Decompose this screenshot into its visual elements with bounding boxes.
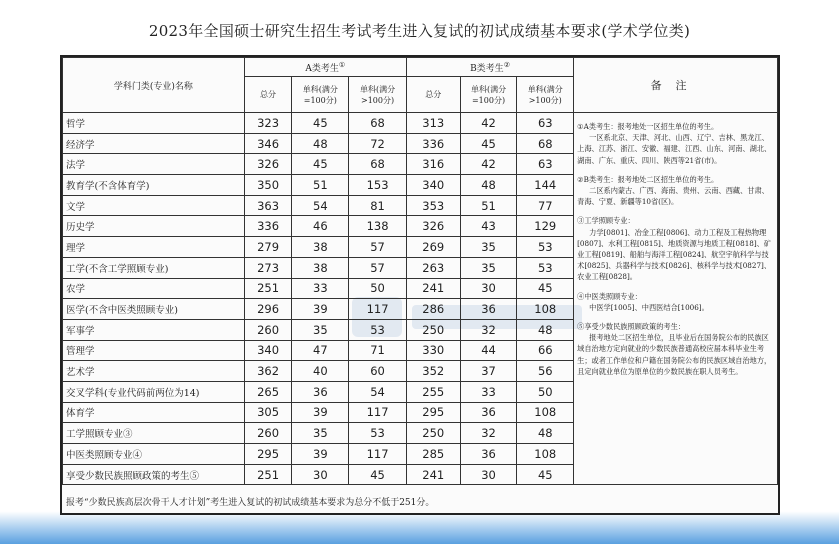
note-block	[577, 321, 774, 377]
subject-name: 文学	[63, 195, 245, 216]
score-a-total: 296	[244, 299, 292, 320]
score-b-single100: 32	[460, 319, 517, 340]
score-a-single100: 35	[292, 319, 349, 340]
score-a-single-gt100: 68	[349, 154, 407, 175]
subject-name: 工学(不含工学照顾专业)	[63, 257, 245, 278]
score-a-single100: 45	[292, 154, 349, 175]
score-a-single100: 47	[292, 340, 349, 361]
score-a-single100: 54	[292, 195, 349, 216]
score-a-total: 362	[244, 361, 292, 382]
subject-name: 交叉学科(专业代码前两位为14)	[63, 381, 245, 402]
score-b-single-gt100: 129	[517, 216, 574, 237]
score-b-total: 336	[406, 133, 460, 154]
score-a-single-gt100: 60	[349, 361, 407, 382]
subject-name: 工学照顾专业③	[63, 423, 245, 444]
score-b-single-gt100: 45	[517, 278, 574, 299]
group-b-footnote-mark: ②	[503, 60, 510, 69]
score-a-total: 336	[244, 216, 292, 237]
score-b-total: 353	[406, 195, 460, 216]
score-a-total: 260	[244, 319, 292, 340]
score-b-total: 313	[406, 113, 460, 134]
subject-name: 艺术学	[63, 361, 245, 382]
table-row	[63, 113, 778, 134]
subject-name: 哲学	[63, 113, 245, 134]
score-b-single100: 48	[460, 175, 517, 196]
score-b-single-gt100: 77	[517, 195, 574, 216]
score-a-single-gt100: 138	[349, 216, 407, 237]
score-a-total: 350	[244, 175, 292, 196]
note-heading: ⑤享受少数民族照顾政策的考生：	[577, 322, 685, 332]
score-b-single100: 37	[460, 361, 517, 382]
subject-name: 历史学	[63, 216, 245, 237]
score-a-single-gt100: 45	[349, 464, 407, 485]
column-header-notes: 备注	[574, 58, 778, 113]
page-title: 2023年全国硕士研究生招生考试考生进入复试的初试成绩基本要求(学术学位类)	[148, 22, 691, 40]
column-header-a-total: 总分	[244, 77, 292, 113]
score-a-total: 279	[244, 237, 292, 258]
score-a-total: 260	[244, 423, 292, 444]
score-a-single-gt100: 81	[349, 195, 407, 216]
score-a-single-gt100: 53	[349, 423, 407, 444]
score-b-single100: 36	[460, 444, 517, 465]
score-b-single-gt100: 66	[517, 340, 574, 361]
group-a-footnote-mark: ①	[338, 60, 346, 69]
score-table-container	[60, 55, 780, 515]
score-b-single100: 33	[460, 381, 517, 402]
score-b-single-gt100: 144	[517, 175, 574, 196]
score-b-single100: 32	[460, 423, 517, 444]
score-b-total: 241	[406, 278, 460, 299]
column-header-b-single-gt100: 单科(满分>100分)	[517, 77, 574, 113]
subject-name: 理学	[63, 237, 245, 258]
score-b-single100: 51	[460, 195, 517, 216]
note-block	[577, 174, 774, 208]
score-a-single100: 39	[292, 402, 349, 423]
score-b-single-gt100: 53	[517, 257, 574, 278]
score-b-single-gt100: 63	[517, 113, 574, 134]
subject-name: 教育学(不含体育学)	[63, 175, 245, 196]
note-block	[577, 291, 774, 313]
subject-name: 享受少数民族照顾政策的考生⑤	[63, 464, 245, 485]
score-a-single-gt100: 117	[349, 402, 407, 423]
note-body: 中医学[1005]、中西医结合[1006]。	[589, 302, 709, 312]
column-header-group-b	[406, 58, 573, 77]
score-b-total: 263	[406, 257, 460, 278]
score-b-single100: 36	[460, 299, 517, 320]
subject-name: 体育学	[63, 402, 245, 423]
score-b-single100: 35	[460, 237, 517, 258]
score-b-total: 241	[406, 464, 460, 485]
score-a-single-gt100: 57	[349, 257, 407, 278]
subject-name: 军事学	[63, 319, 245, 340]
column-header-b-total: 总分	[406, 77, 460, 113]
score-b-single100: 30	[460, 278, 517, 299]
subject-name: 法学	[63, 154, 245, 175]
note-block	[577, 215, 774, 282]
footer-note: 报考“少数民族高层次骨干人才计划”考生进入复试的初试成绩基本要求为总分不低于251分。	[66, 498, 435, 508]
score-a-single100: 48	[292, 133, 349, 154]
score-b-single-gt100: 68	[517, 133, 574, 154]
score-b-single-gt100: 48	[517, 319, 574, 340]
score-a-single-gt100: 117	[349, 444, 407, 465]
score-b-single-gt100: 53	[517, 237, 574, 258]
score-b-total: 295	[406, 402, 460, 423]
score-b-total: 286	[406, 299, 460, 320]
note-body: 一区系北京、天津、河北、山西、辽宁、吉林、黑龙江、上海、江苏、浙江、安徽、福建、江西、山东、河南、湖北、湖南、广东、重庆、四川、陕西等21省(市)。	[577, 133, 772, 165]
score-a-single100: 39	[292, 299, 349, 320]
subject-name: 管理学	[63, 340, 245, 361]
subject-name: 中医类照顾专业④	[63, 444, 245, 465]
score-b-total: 330	[406, 340, 460, 361]
score-b-single-gt100: 56	[517, 361, 574, 382]
score-b-total: 352	[406, 361, 460, 382]
column-header-group-a	[244, 58, 406, 77]
score-a-single100: 51	[292, 175, 349, 196]
notes-cell	[574, 113, 778, 485]
score-a-single100: 30	[292, 464, 349, 485]
group-a-label: A类考生	[305, 63, 339, 74]
score-b-single100: 44	[460, 340, 517, 361]
score-a-single-gt100: 57	[349, 237, 407, 258]
score-a-total: 323	[244, 113, 292, 134]
score-b-total: 269	[406, 237, 460, 258]
note-body: 力学[0801]、冶金工程[0806]、动力工程及工程热物理[0807]、水利工程[0815]、地质资源与地质工程[0818]、矿业工程[0819]、船舶与海洋工程[0824]、航空宇航科学与技术[0825]、兵器科学与技术[0826]、核科学与技术[0827]、农业工程[0828]。	[577, 227, 772, 282]
score-b-single-gt100: 50	[517, 381, 574, 402]
score-a-single-gt100: 72	[349, 133, 407, 154]
score-a-single-gt100: 71	[349, 340, 407, 361]
note-heading: ①A类考生：报考地处一区招生单位的考生。	[577, 122, 719, 131]
subject-name: 医学(不含中医类照顾专业)	[63, 299, 245, 320]
score-a-single-gt100: 117	[349, 299, 407, 320]
column-header-a-single-gt100: 单科(满分>100分)	[349, 77, 407, 113]
subject-name: 经济学	[63, 133, 245, 154]
score-a-total: 346	[244, 133, 292, 154]
score-b-single-gt100: 48	[517, 423, 574, 444]
score-b-total: 250	[406, 319, 460, 340]
score-a-single100: 40	[292, 361, 349, 382]
score-a-total: 295	[244, 444, 292, 465]
score-b-total: 255	[406, 381, 460, 402]
score-a-single100: 38	[292, 237, 349, 258]
score-b-single100: 43	[460, 216, 517, 237]
score-b-total: 285	[406, 444, 460, 465]
score-a-single-gt100: 68	[349, 113, 407, 134]
score-b-single-gt100: 108	[517, 299, 574, 320]
score-b-single-gt100: 108	[517, 444, 574, 465]
score-a-total: 251	[244, 464, 292, 485]
note-body: 二区系内蒙古、广西、海南、贵州、云南、西藏、甘肃、青海、宁夏、新疆等10省(区)。	[577, 186, 769, 207]
score-table	[62, 57, 778, 485]
score-a-total: 340	[244, 340, 292, 361]
score-b-single100: 42	[460, 154, 517, 175]
score-a-single100: 46	[292, 216, 349, 237]
score-b-total: 326	[406, 216, 460, 237]
score-a-total: 273	[244, 257, 292, 278]
note-heading: ③工学照顾专业：	[577, 216, 635, 226]
score-a-single100: 45	[292, 113, 349, 134]
note-heading: ④中医类照顾专业：	[577, 291, 642, 301]
note-heading: ②B类考生：报考地处二区招生单位的考生。	[577, 174, 719, 184]
score-b-total: 340	[406, 175, 460, 196]
note-block	[577, 121, 774, 166]
score-b-single100: 42	[460, 113, 517, 134]
score-b-single-gt100: 108	[517, 402, 574, 423]
column-header-b-single100: 单科(满分=100分)	[460, 77, 517, 113]
score-b-single-gt100: 63	[517, 154, 574, 175]
score-a-total: 305	[244, 402, 292, 423]
score-a-single100: 36	[292, 381, 349, 402]
score-b-total: 316	[406, 154, 460, 175]
score-a-single-gt100: 54	[349, 381, 407, 402]
score-a-total: 251	[244, 278, 292, 299]
score-a-total: 265	[244, 381, 292, 402]
score-a-single-gt100: 50	[349, 278, 407, 299]
score-a-total: 326	[244, 154, 292, 175]
score-a-single100: 38	[292, 257, 349, 278]
score-a-single-gt100: 153	[349, 175, 407, 196]
score-b-single100: 30	[460, 464, 517, 485]
note-body: 报考地处二区招生单位，且毕业后在国务院公布的民族区域自治地方定向就业的少数民族普通高校应届本科毕业生考生；或者工作单位和户籍在国务院公布的民族区域自治地方，且定向就业单位为原单位的少数民族在职人员考生。	[577, 333, 772, 376]
score-a-single100: 33	[292, 278, 349, 299]
score-a-single100: 39	[292, 444, 349, 465]
score-b-total: 250	[406, 423, 460, 444]
score-b-single100: 45	[460, 133, 517, 154]
column-header-name: 学科门类(专业)名称	[63, 58, 245, 113]
score-b-single100: 36	[460, 402, 517, 423]
subject-name: 农学	[63, 278, 245, 299]
score-b-single-gt100: 45	[517, 464, 574, 485]
group-b-label: B类考生	[470, 63, 504, 74]
score-a-single100: 35	[292, 423, 349, 444]
score-b-single100: 35	[460, 257, 517, 278]
score-a-total: 363	[244, 195, 292, 216]
column-header-a-single100: 单科(满分=100分)	[292, 77, 349, 113]
score-a-single-gt100: 53	[349, 319, 407, 340]
